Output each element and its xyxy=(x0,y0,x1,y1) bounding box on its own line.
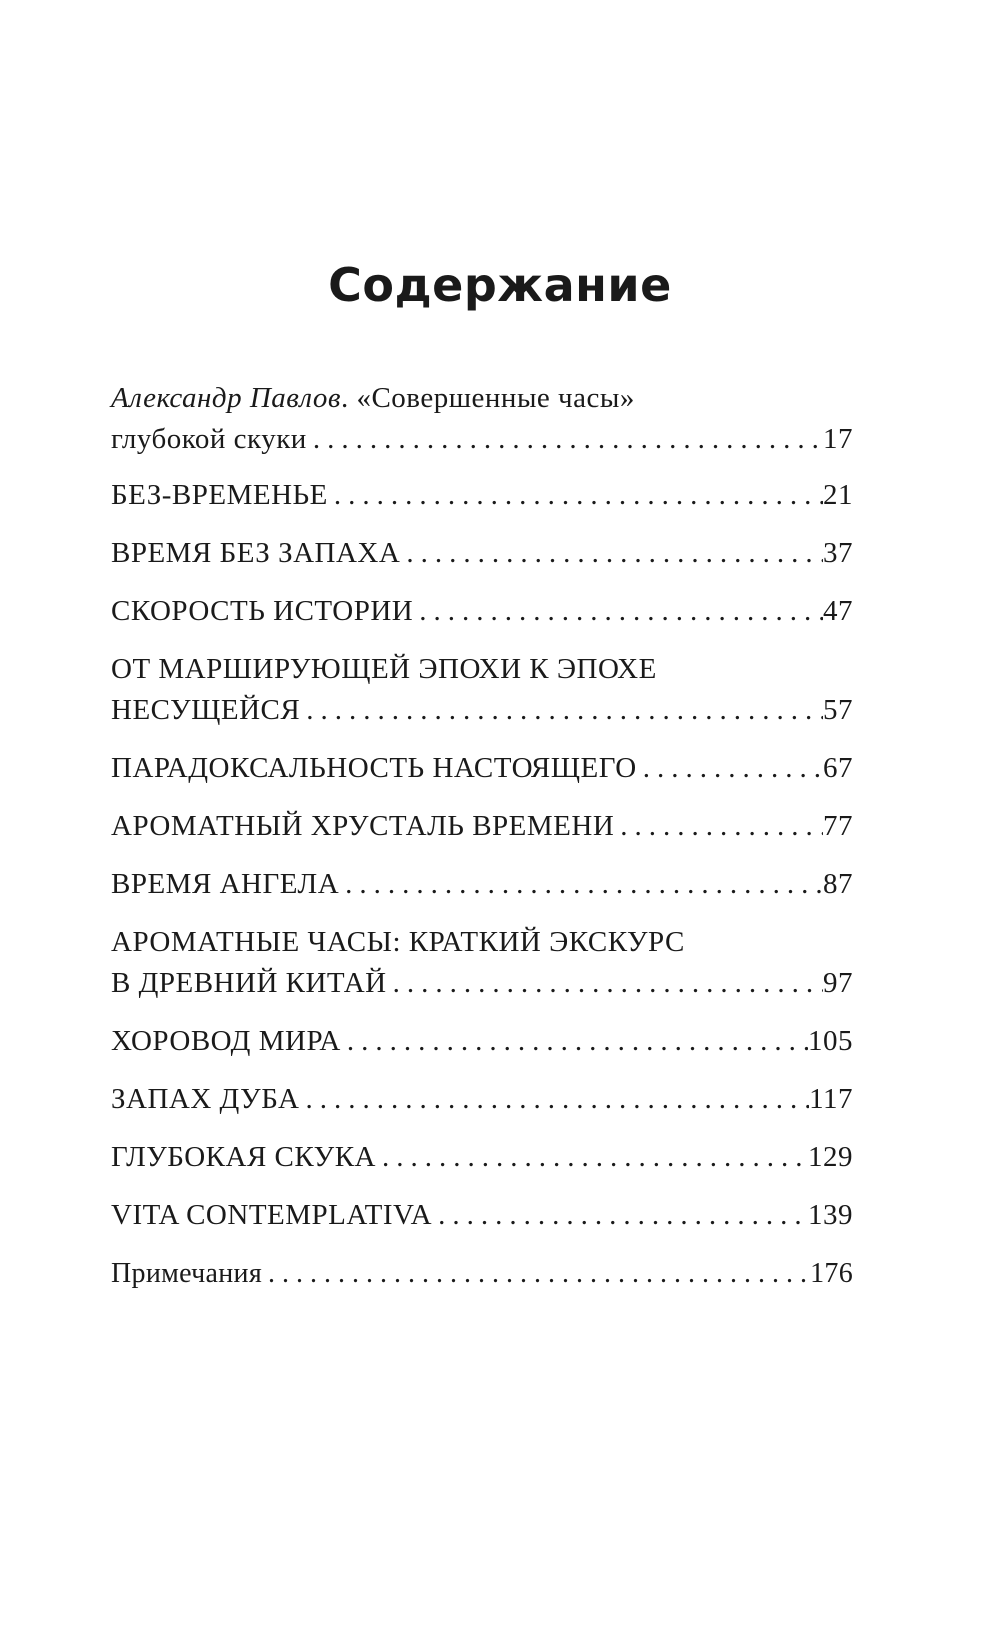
toc-entry-text: ВРЕМЯ АНГЕЛА xyxy=(111,868,340,900)
toc-entry-line xyxy=(111,378,853,419)
intro-author: Александр Павлов xyxy=(111,382,341,414)
dot-leader xyxy=(341,1021,808,1062)
intro-title-part1: «Совершенные часы» xyxy=(356,382,635,414)
toc-entry-line xyxy=(111,649,853,690)
toc-entry-text: НЕСУЩЕЙСЯ xyxy=(111,694,301,726)
toc-entry-text: Примечания xyxy=(111,1258,263,1289)
toc-entry-notes[interactable] xyxy=(111,1253,853,1294)
toc-page-number: 139 xyxy=(808,1199,853,1231)
toc-entry[interactable] xyxy=(111,1079,853,1120)
toc-entry-text: АРОМАТНЫЕ ЧАСЫ: КРАТКИЙ ЭКСКУРС xyxy=(111,926,685,958)
dot-leader xyxy=(432,1195,808,1236)
toc-page-number: 87 xyxy=(823,868,853,900)
dot-leader xyxy=(614,806,823,847)
toc-entry[interactable] xyxy=(111,806,853,847)
table-of-contents xyxy=(111,378,853,1311)
toc-entry-text: В ДРЕВНИЙ КИТАЙ xyxy=(111,967,387,999)
toc-entry[interactable] xyxy=(111,1137,853,1178)
toc-entry-line xyxy=(111,419,853,460)
toc-entry-text: ХОРОВОД МИРА xyxy=(111,1025,341,1057)
toc-entry-line xyxy=(111,690,853,731)
toc-entry-text: ЗАПАХ ДУБА xyxy=(111,1083,300,1115)
toc-entry-text: АРОМАТНЫЙ ХРУСТАЛЬ ВРЕМЕНИ xyxy=(111,810,615,842)
toc-page-number: 57 xyxy=(823,694,853,726)
toc-entry-line xyxy=(111,748,853,789)
toc-page-number: 47 xyxy=(823,595,853,627)
dot-leader xyxy=(376,1137,808,1178)
dot-leader xyxy=(637,748,823,789)
toc-entry[interactable] xyxy=(111,922,853,1004)
toc-entry-text: ПАРАДОКСАЛЬНОСТЬ НАСТОЯЩЕГО xyxy=(111,752,637,784)
toc-entry[interactable] xyxy=(111,1195,853,1236)
toc-entry-intro[interactable] xyxy=(111,378,853,460)
toc-page-number: 21 xyxy=(823,479,853,511)
page-title: Содержание xyxy=(328,258,672,312)
toc-page-number: 97 xyxy=(823,967,853,999)
toc-page-number: 67 xyxy=(823,752,853,784)
dot-leader xyxy=(300,690,823,731)
toc-entry-line xyxy=(111,1195,853,1236)
dot-leader xyxy=(299,1079,809,1120)
toc-entry[interactable] xyxy=(111,1021,853,1062)
dot-leader xyxy=(307,419,823,460)
toc-entry-text: БЕЗ-ВРЕМЕНЬЕ xyxy=(111,479,328,511)
toc-entry-text: СКОРОСТЬ ИСТОРИИ xyxy=(111,595,414,627)
toc-entry-text: ГЛУБОКАЯ СКУКА xyxy=(111,1141,376,1173)
toc-entries xyxy=(111,475,853,1236)
toc-entry-line xyxy=(111,922,853,963)
toc-entry-line xyxy=(111,1137,853,1178)
dot-leader xyxy=(387,963,823,1004)
toc-entry-line xyxy=(111,806,853,847)
toc-entry-line xyxy=(111,475,853,516)
toc-entry[interactable] xyxy=(111,649,853,731)
toc-page-number: 176 xyxy=(810,1258,853,1289)
toc-page-number: 129 xyxy=(808,1141,853,1173)
toc-entry[interactable] xyxy=(111,533,853,574)
toc-page-number: 117 xyxy=(809,1083,853,1115)
toc-page-number: 37 xyxy=(823,537,853,569)
toc-entry-text: Александр Павлов. «Совершенные часы» xyxy=(111,382,635,414)
dot-leader xyxy=(328,475,823,516)
toc-entry[interactable] xyxy=(111,864,853,905)
toc-entry-text: ОТ МАРШИРУЮЩЕЙ ЭПОХИ К ЭПОХЕ xyxy=(111,653,657,685)
toc-entry[interactable] xyxy=(111,591,853,632)
intro-title-part2: глубокой скуки xyxy=(111,423,307,455)
toc-entry[interactable] xyxy=(111,475,853,516)
toc-entry-text: ВРЕМЯ БЕЗ ЗАПАХА xyxy=(111,537,401,569)
toc-page-number: 17 xyxy=(823,423,853,455)
dot-leader xyxy=(262,1253,810,1294)
toc-entry-line xyxy=(111,1253,853,1294)
dot-leader xyxy=(413,591,823,632)
toc-entry[interactable] xyxy=(111,748,853,789)
dot-leader xyxy=(339,864,823,905)
toc-page-number: 77 xyxy=(823,810,853,842)
dot-leader xyxy=(400,533,823,574)
toc-entry-line xyxy=(111,963,853,1004)
toc-entry-line xyxy=(111,1079,853,1120)
toc-entry-line xyxy=(111,591,853,632)
toc-page-number: 105 xyxy=(808,1025,853,1057)
toc-entry-text: VITA CONTEMPLATIVA xyxy=(111,1199,433,1231)
toc-entry-line xyxy=(111,864,853,905)
toc-entry-line xyxy=(111,533,853,574)
toc-entry-line xyxy=(111,1021,853,1062)
